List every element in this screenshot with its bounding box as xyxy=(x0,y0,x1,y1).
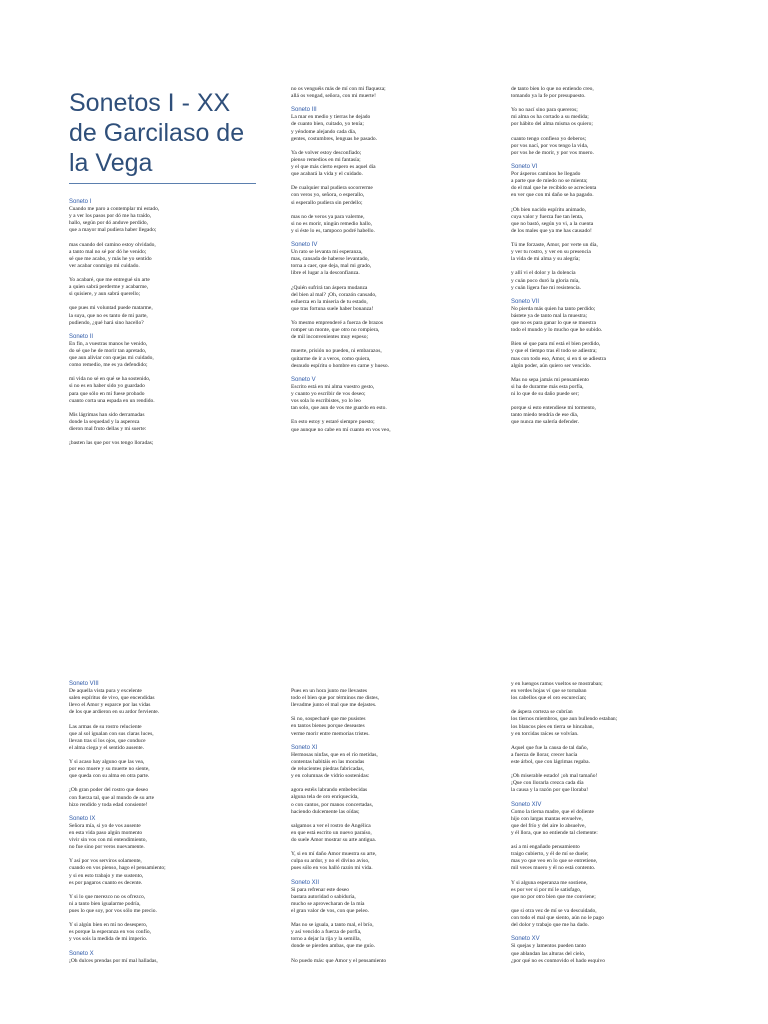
sonnet-heading: Soneto III xyxy=(291,107,317,114)
stanza: Mas no se iguala, a tanto mal, el brío, y así vencido a fuerza de porfía, torno a dejar la rija y la semilla, donde se pierden ambas, que me guío. xyxy=(291,922,376,950)
stanza: porque si esto entendiese mi tormento, tanto miedo tendría de ese día, que nunca me salería defender. xyxy=(511,405,596,426)
stanza: ¡Oh dulces prendas por mí mal halladas, xyxy=(69,957,158,964)
sonnet-heading: Soneto XI xyxy=(291,744,318,751)
stanza: ¡Oh gran poder del rostro que deseo con fuerza tal, que al mundo de su arte hizo rendido y toda edad consiente! xyxy=(69,787,155,808)
sonnet-heading: Soneto II xyxy=(69,333,94,340)
stanza: Y si lo que merezco no os ofrezco, ni a tanto bien igualarme podría, pues lo que soy, por vos sólo me precio. xyxy=(69,893,157,914)
stanza: Bien sé que para mí está el bien perdido, y que el tiempo tras él todo se adiestra; mas con todo eso, Amor, si en ti se adiestra algún poder, aún quiero ser vencido. xyxy=(511,341,606,369)
stanza: La mar en medio y tierras he dejado de cuanto bien, cuitado, yo tenía; y yéndome alejando cada día, gentes, costumbres, lenguas he pasado. xyxy=(291,114,377,142)
stanza: Por ásperos caminos he llegado a parte que de miedo no se mienta; do el mal que he recibido se acrecienta en ver que con mi daño se ha pagado. xyxy=(511,171,597,199)
stanza: Escrito está en mi alma vuestro gesto, y cuanto yo escribir de vos deseo; vos sola lo escribistes, yo lo leo tan solo, que aun de vos me guardo en esto. xyxy=(291,383,387,412)
stanza: Yo mesmo emprenderé a fuerza de brazos romper un monte, que otro no rompiera, de mil inconvenientes muy espeso; xyxy=(291,320,383,341)
stanza: Pues en un hora junto me llevastes todo el bien que por términos me distes, llevadme junto el mal que me dejastes. xyxy=(291,688,379,709)
stanza: Las armas de su rostro reluciente que al sol igualan con sus claras luces, llevan tras sí los ojos, que conduce el alma ciega y el sentido ausente. xyxy=(69,723,154,751)
text-column-1 xyxy=(69,199,274,447)
stanza: y en luengos ramos vueltos se mostraban; en verdes hojas ví que se tornaban los cabellos que el oro escurecían; xyxy=(511,681,603,702)
stanza: Ya de volver estoy desconfiado; pienso remedios en mi fantasía; y el que más cierto espero es aquel día que acabará la vida y el cuidado. xyxy=(291,149,376,178)
sonnet-heading: Soneto XII xyxy=(291,879,320,886)
text-column-6 xyxy=(511,681,716,965)
stanza: Si para refrenar este deseo bastara autoridad o sabiduría, mucho se aprovecharan de la mía el gran valor de vos, con que peleo. xyxy=(291,886,370,914)
stanza: ¡Oh bien nacido espíritu animado, cuya valor y fuerza fue tan lenta, que no bastó, según yo vi, a la cuenta de los males que ya me has causado! xyxy=(511,206,594,234)
stanza: En fin, a vuestras manos he venido, do sé que he de morir tan apretado, que aun aliviar con quejas mi cuidado, como remedio, me es ya defendido; xyxy=(69,340,154,369)
stanza: No puedo más: que Amor y el pensamiento xyxy=(291,957,387,964)
stanza: Y, si en mí daño Amor muestra su arte, culpa su ardor, y no el divino aviso, pues sólo en vos halló razón mi vida. xyxy=(291,851,377,872)
sonnet-heading: Soneto VI xyxy=(511,164,538,171)
stanza: Señora mía, si yo de vos ausente en esta vida paso algún momento vivir sin vos con mi entendimiento, no fue sino por veros nuevamente. xyxy=(69,822,147,851)
stanza: de tanto bien lo que no entiendo creo, tomando ya la fe por presupuesto. xyxy=(511,86,594,100)
stanza: Si no, sospecharé que me pusistes en tantos bienes porque deseastes verme morir entre memorias tristes. xyxy=(291,716,370,737)
stanza: que si otra vez de mí se va descuidado, con todo el mal que siento, aún no le pago del dolor y trabajo que me ha dado. xyxy=(511,908,604,929)
stanza: Tú me forzaste, Amor, por verte un día, y ver tu rostro, y ver en su presencia la vida de mi alma y su alegría; xyxy=(511,242,598,263)
stanza: Yo no nací sino para quereros; mi alma os ha cortado a su medida; por hábito del alma misma os quiero; xyxy=(511,107,593,128)
stanza: Un rato se levanta mi esperanza, mas, cansada de haberse levantado, torna a caer, que deja, mal mi grado, libre el lugar a la desconfianza. xyxy=(291,249,372,277)
stanza: cuanto tengo confieso yo deberos; por vos nací, por vos tengo la vida, por vos he de morir, y por vos muero. xyxy=(511,135,594,156)
stanza: ¿Quién sufrirá tan áspera mudanza del bien al mal? ¡Oh, corazón cansado, esfuerza en la miseria de tu estado, que tras fortuna suele haber bonanza! xyxy=(291,284,377,312)
stanza: Y si alguna esperanza me sostiene, es por ver si por mí le satisfago, que no por otro bien que me conviene; xyxy=(511,879,596,900)
stanza: Aquel que fue la causa de tal daño, a fuerza de llorar, crecer hacía este árbol, que con lágrimas regaba. xyxy=(511,744,590,766)
stanza: Como la tierna madre, que el doliente hijo con largas mantas envuelve, que del frío y del aire lo absuelve, y él llora, que no entiende tal clemente: xyxy=(511,808,598,836)
stanza: salgamos a ver el rostro de Angélica en que está escrito un nuevo paraíso, do suele Amor mostrar su arte antigua. xyxy=(291,822,377,843)
stanza: muerte, prisión no pueden, ni embarazos, quitarme de ir a veros, como quiera, desnudo espíritu o hombre en carne y hueso. xyxy=(291,348,390,369)
sonnet-heading: Soneto X xyxy=(69,950,94,957)
stanza: No pierda más quien ha tanto perdido; bástete ya de tanto mal la muestra; que no es para ganar lo que se muestra todo el mundo y lo mucho que he subido. xyxy=(511,305,603,334)
stanza: no os venguéis más de mí con mi flaqueza; allá os vengad, señora, con mi muerte! xyxy=(291,86,386,100)
sonnet-heading: Soneto IX xyxy=(69,815,96,822)
stanza: Cuando me paro a contemplar mi estado, y a ver los pasos por dó me ha traído, hallo, según por dó anduve perdido, que a mayor mal pudiera haber llegado; xyxy=(69,206,160,234)
sonnet-heading: Soneto VIII xyxy=(69,681,99,687)
sonnet-heading: Soneto V xyxy=(291,376,316,383)
sonnet-heading: Soneto IV xyxy=(291,242,318,249)
sonnet-heading: Soneto XIV xyxy=(511,801,542,808)
stanza: Si quejas y lamentos pueden tanto que ablandan las alturas del cielo, ¿por qué no es conmovido el hado esquivo xyxy=(511,943,605,964)
sonnet-heading: Soneto VII xyxy=(511,298,540,305)
stanza: De aquella vista pura y excelente salen espíritus de vivo, que encendidas llevo el Amor y esparce por las vidas de los que ardieron en su ardor ferviente. xyxy=(69,688,160,716)
stanza: y allí vi el dolor y la dolencia y cuán poco duró la gloria mía, y cuán ligera fue mi resistencia. xyxy=(511,270,581,291)
title-underline xyxy=(69,183,256,184)
document-title: Sonetos I - XX de Garcilaso de la Vega xyxy=(69,89,245,177)
stanza: ¡Oh miserable estado! ¡oh mal tamaño! ¡Que con llorarla crezca cada día la causa y la razón por que lloraba! xyxy=(511,773,598,794)
stanza: Hermosas ninfas, que en el río metidas, contentas habitáis en las moradas de relucientes piedras fabricadas, y en columnas de vidrio sostenidas: xyxy=(291,751,378,780)
stanza: En esto estoy y estaré siempre puesto; que aunque no cabe en mí cuanto en vos veo, xyxy=(291,419,391,433)
stanza: mas cuando del camino estoy olvidado, a tanto mal no sé por dó he venido; sé que me acabo, y más he yo sentido ver acabar conmigo mi cuidado. xyxy=(69,241,156,269)
text-column-5 xyxy=(291,688,496,965)
stanza: agora estéis labrando embebecidas alguna tela de oro enriquecida, o con cantos, por manos concertadas, haciendo dulcemente las oídas; xyxy=(291,787,374,815)
text-column-2 xyxy=(291,86,496,434)
stanza: Y si algún bien en mí no desespero, es porque la esperanza en vos confío, y vos sois la medida de mi imperio. xyxy=(69,922,152,943)
stanza: de áspera corteza se cubrían los tiernos miembros, que aun bullendo estaban; los blancos pies en tierra se hincaban, y en torcidas raíces se volvían. xyxy=(511,709,618,737)
stanza: De cualquier mal pudiera socorrerme con veros yo, señora, o esperallo, si esperallo pudiera sin perdello; xyxy=(291,185,373,206)
stanza: que pues mi voluntad puede matarme, la suya, que no es tanto de mi parte, pudiendo, ¿qué hará sino hacello? xyxy=(69,305,153,326)
stanza: mi vida no sé en qué se ha sostenido, si no es en haber sido yo guardado para que sólo en mí fuese probado cuanto corta una espada en un rendido. xyxy=(69,376,155,404)
sonnet-heading: Soneto I xyxy=(69,199,92,205)
stanza: Mas no sepa jamás mi pensamiento si ha de durarme más esta porfía, ni lo que de su daño puede ser; xyxy=(511,376,590,398)
stanza: mas no de veros ya para valerme, si no es morir, ningún remedio hallo, y si éste lo es, tampoco podré habello. xyxy=(291,213,375,234)
text-column-4 xyxy=(69,681,274,965)
sonnet-heading: Soneto XV xyxy=(511,936,540,943)
stanza: Y si acaso hay alguno que las vea, por eso muere y su muerte no siente, que queda con su alma en otra parte. xyxy=(69,759,150,780)
stanza: Y así por vos serviros solamente, cuando en vos pienso, hago el pensamiento; y si en esto trabajo y me sustento, es por pagaros cuanto es decente. xyxy=(69,858,166,886)
text-column-3 xyxy=(511,86,716,427)
stanza: así a mi engañado pensamiento traigo cubierto, y él de mí se duele; mas yo que veo en lo que se entretiene, mil veces muero y él no está contento. xyxy=(511,844,598,872)
stanza: Mis lágrimas han sido derramadas donde la sequedad y la aspereza dieron mal fruto dellas y mi suerte: xyxy=(69,411,147,432)
stanza: ¡basten las que por vos tengo lloradas; xyxy=(69,440,154,447)
stanza: Yo acabaré, que me entregué sin arte a quien sabrá perderme y acabarme, si quisiere, y aun sabrá querello; xyxy=(69,277,150,298)
